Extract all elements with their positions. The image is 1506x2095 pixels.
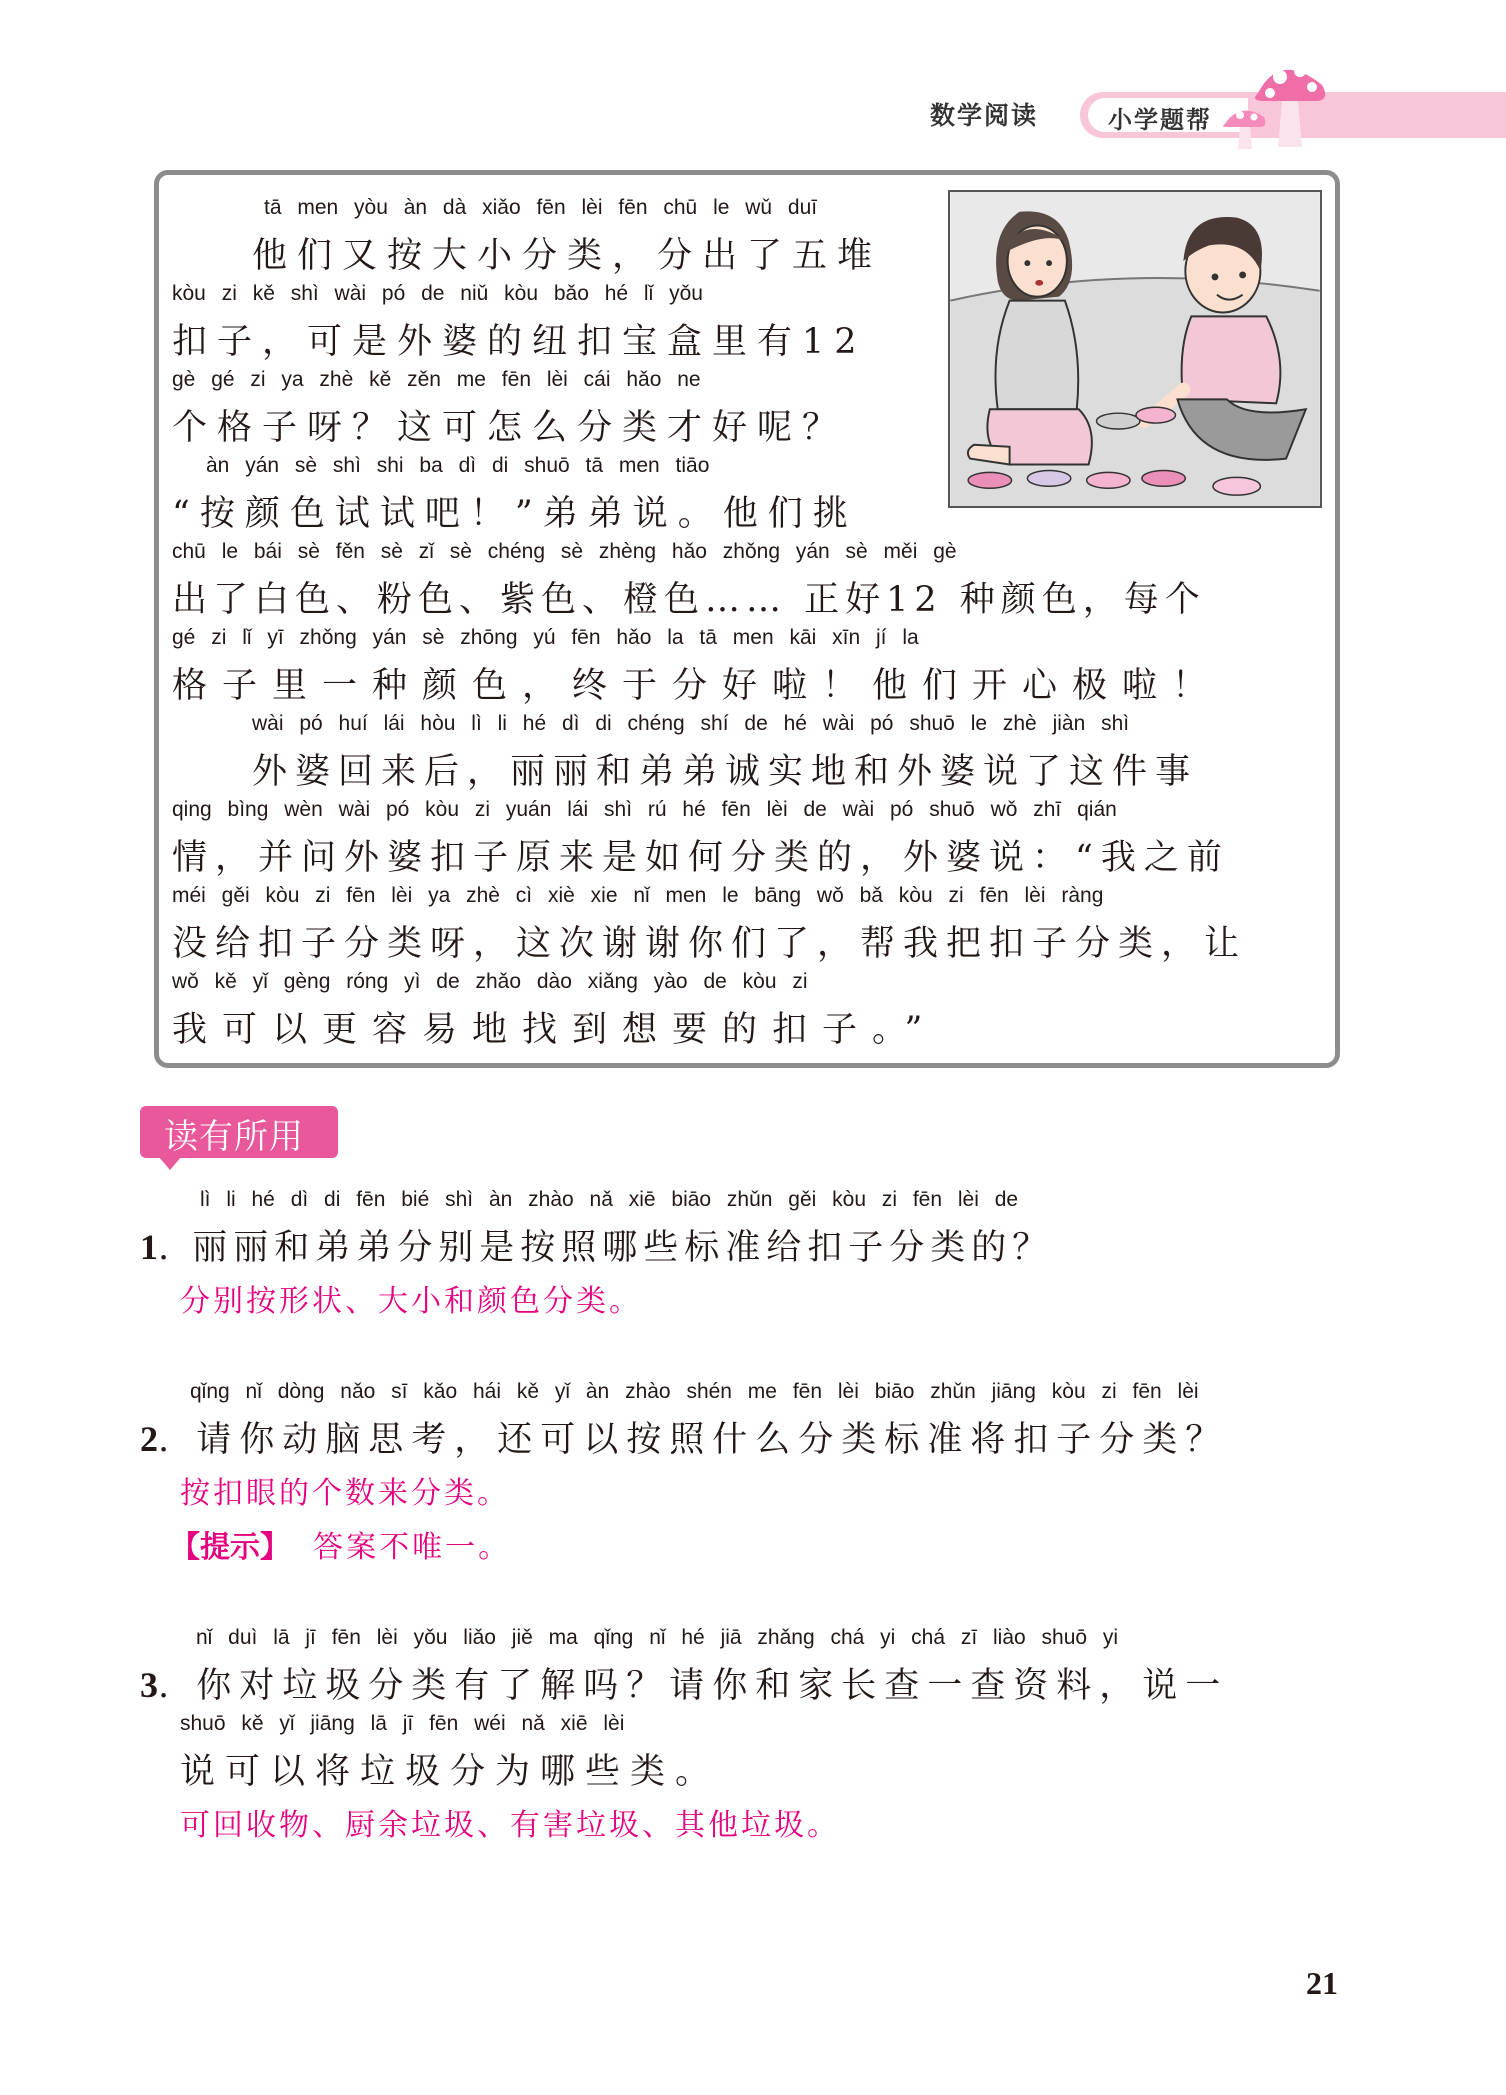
question-2 <box>140 1412 1228 1462</box>
story-text-8: 情，并问外婆扣子原来是如何分类的，外婆说：“我之前 <box>172 838 1230 878</box>
story-text-3: 个格子呀？这可怎么分类才好呢？ <box>172 408 848 448</box>
story-text-9: 没给扣子分类呀，这次谢谢你们了，帮我把扣子分类，让 <box>172 924 1248 964</box>
story-text-2: 扣子，可是外婆的纽扣宝盒里有12 <box>172 322 867 362</box>
story-pinyin-8: qing bìng wèn wài pó kòu zi yuán lái shì rú hé fēn lèi de wài pó shuō wǒ zhī qián <box>172 798 1117 821</box>
hint-label: 【提示】 <box>170 1530 290 1565</box>
question-2-pinyin: qǐng nǐ dòng nǎo sī kǎo hái kě yǐ àn zhào shén me fēn lèi biāo zhǔn jiāng kòu zi fēn lèi <box>190 1380 1199 1403</box>
story-text-4: “按颜色试试吧！”弟弟说。他们挑 <box>172 494 858 534</box>
question-1-answer: 分别按形状、大小和颜色分类。 <box>180 1284 642 1319</box>
children-sorting-buttons-illustration <box>948 190 1322 508</box>
question-3-text-2: 说可以将垃圾分为哪些类。 <box>180 1752 721 1792</box>
story-pinyin-10: wǒ kě yǐ gèng róng yì de zhǎo dào xiǎng yào de kòu zi <box>172 970 808 993</box>
question-1-text: . 丽丽和弟弟分别是按照哪些标准给扣子分类的？ <box>158 1228 1054 1268</box>
question-3-answer: 可回收物、厨余垃圾、有害垃圾、其他垃圾。 <box>180 1808 840 1843</box>
mushroom-icon <box>1218 55 1338 155</box>
question-3-text: . 你对垃圾分类有了解吗？请你和家长查一查资料，说一 <box>158 1666 1229 1706</box>
section-tag-tail <box>158 1156 182 1170</box>
hint-text: 答案不唯一。 <box>313 1530 512 1565</box>
story-pinyin-4: àn yán sè shì shi ba dì di shuō tā men tiāo <box>206 454 710 477</box>
story-pinyin-1: tā men yòu àn dà xiǎo fēn lèi fēn chū le wǔ duī <box>264 196 818 219</box>
story-text-5: 出了白色、粉色、紫色、橙色…… 正好12 种颜色，每个 <box>172 580 1206 620</box>
story-pinyin-2: kòu zi kě shì wài pó de niǔ kòu bǎo hé lǐ yǒu <box>172 282 703 305</box>
story-text-7: 外婆回来后，丽丽和弟弟诚实地和外婆说了这件事 <box>252 752 1199 792</box>
question-2-text: . 请你动脑思考，还可以按照什么分类标准将扣子分类？ <box>158 1420 1229 1460</box>
question-2-number: 2 <box>140 1419 158 1459</box>
header-brand: 小学题帮 <box>1108 106 1212 134</box>
question-2-hint <box>170 1522 511 1566</box>
question-3-number: 3 <box>140 1665 158 1705</box>
story-pinyin-6: gé zi lǐ yī zhǒng yán sè zhōng yú fēn hǎo la tā men kāi xīn jí la <box>172 626 919 649</box>
question-2-answer: 按扣眼的个数来分类。 <box>180 1476 510 1511</box>
story-text-6: 格子里一种颜色，终于分好啦！他们开心极啦！ <box>172 666 1223 706</box>
header-title: 数学阅读 <box>930 101 1039 130</box>
story-text-10: 我可以更容易地找到想要的扣子。” <box>172 1010 938 1050</box>
question-3-pinyin-2: shuō kě yǐ jiāng lā jī fēn wéi nǎ xiē lèi <box>180 1712 625 1735</box>
story-pinyin-3: gè gé zi ya zhè kě zěn me fēn lèi cái hǎo ne <box>172 368 701 391</box>
story-text-1: 他们又按大小分类，分出了五堆 <box>252 236 883 276</box>
story-pinyin-9: méi gěi kòu zi fēn lèi ya zhè cì xiè xie nǐ men le bāng wǒ bǎ kòu zi fēn lèi ràng <box>172 884 1104 907</box>
question-3 <box>140 1658 1228 1708</box>
question-1-number: 1 <box>140 1227 158 1267</box>
page-number: 21 <box>1306 1965 1338 2001</box>
question-1-pinyin: lì li hé dì di fēn bié shì àn zhào nǎ xiē biāo zhǔn gěi kòu zi fēn lèi de <box>200 1188 1019 1211</box>
story-pinyin-7: wài pó huí lái hòu lì li hé dì di chéng shí de hé wài pó shuō le zhè jiàn shì <box>252 712 1130 735</box>
question-3-pinyin: nǐ duì lā jī fēn lèi yǒu liǎo jiě ma qǐng nǐ hé jiā zhǎng chá yi chá zī liào shuō yi <box>196 1626 1119 1649</box>
section-tag-label: 读有所用 <box>164 1117 304 1157</box>
question-1 <box>140 1220 1053 1270</box>
story-pinyin-5: chū le bái sè fěn sè zǐ sè chéng sè zhèng hǎo zhǒng yán sè měi gè <box>172 540 957 563</box>
